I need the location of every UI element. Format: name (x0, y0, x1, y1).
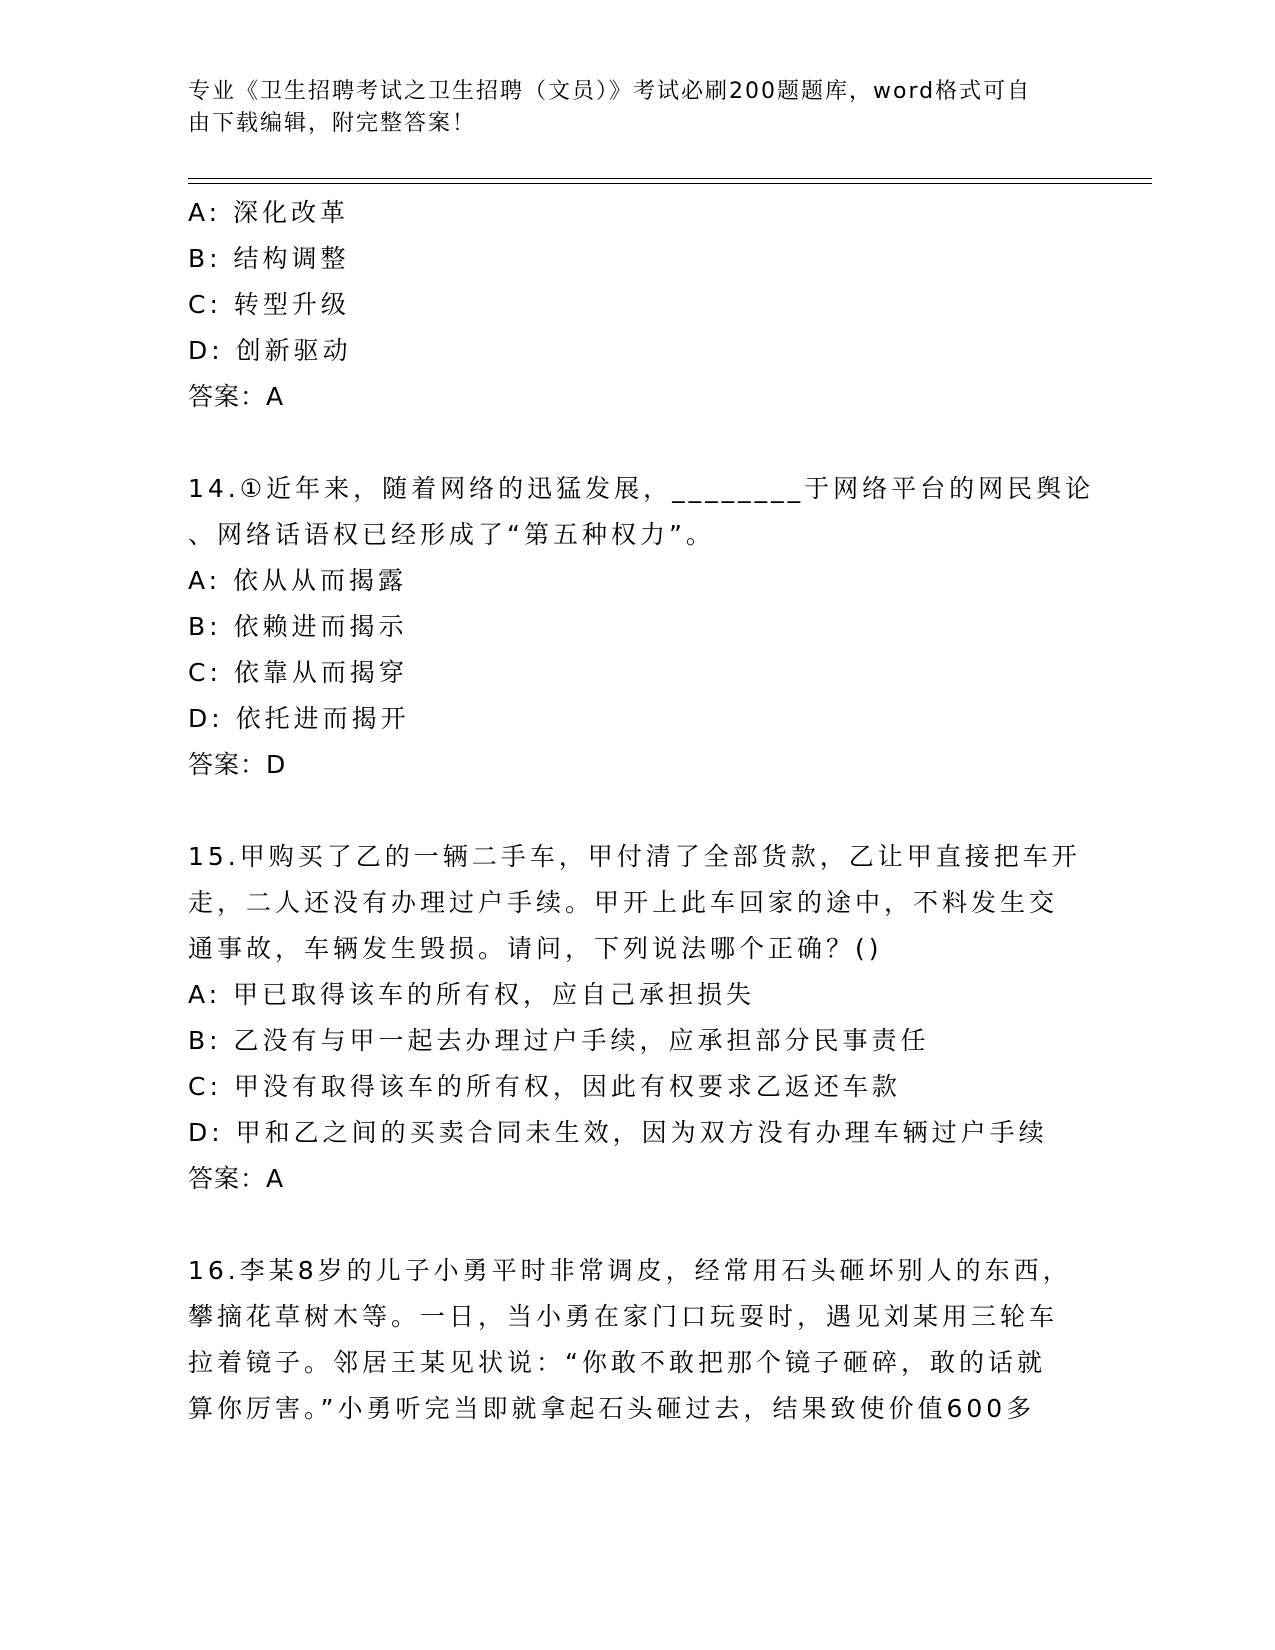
question-14-block (188, 466, 1095, 788)
option-c: C: 依靠从而揭穿 (188, 658, 408, 687)
spacer (188, 1202, 1088, 1248)
answer-line: 答案：A (188, 1164, 285, 1193)
option-b: B: 依赖进而揭示 (188, 612, 408, 641)
option-a: A: 深化改革 (188, 198, 350, 227)
option-c: C: 甲没有取得该车的所有权，因此有权要求乙返还车款 (188, 1072, 901, 1101)
question-stem-line: 通事故，车辆发生毁损。请问，下列说法哪个正确？() (188, 934, 883, 963)
question-content (188, 190, 1095, 1432)
question-stem-line: 攀摘花草树木等。一日，当小勇在家门口玩耍时，遇见刘某用三轮车 (188, 1302, 1059, 1331)
question-15-block (188, 834, 1088, 1202)
option-c: C: 转型升级 (188, 290, 350, 319)
option-d: D: 创新驱动 (188, 336, 352, 365)
question-stem-line: 走，二人还没有办理过户手续。甲开上此车回家的途中，不料发生交 (188, 888, 1059, 917)
question-stem-line: 、网络话语权已经形成了“第五种权力”。 (188, 520, 715, 549)
spacer (188, 788, 1088, 834)
question-stem-line: 15.甲购买了乙的一辆二手车，甲付清了全部货款，乙让甲直接把车开 (188, 842, 1081, 871)
header-rule-top (188, 178, 1152, 179)
document-header (188, 76, 1088, 140)
option-b: B: 结构调整 (188, 244, 350, 273)
question-13-block (188, 190, 1088, 420)
question-stem-line: 16.李某8岁的儿子小勇平时非常调皮，经常用石头砸坏别人的东西， (188, 1256, 1072, 1285)
question-16-block (188, 1248, 1088, 1432)
answer-line: 答案：D (188, 750, 287, 779)
option-d: D: 依托进而揭开 (188, 704, 410, 733)
option-b: B: 乙没有与甲一起去办理过户手续，应承担部分民事责任 (188, 1026, 930, 1055)
header-line-1: 专业《卫生招聘考试之卫生招聘（文员）》考试必刷200题题库，word格式可自 (188, 79, 1032, 104)
option-a: A: 依从从而揭露 (188, 566, 408, 595)
question-stem-line: 拉着镜子。邻居王某见状说：“你敢不敢把那个镜子砸碎，敢的话就 (188, 1348, 1046, 1377)
option-d: D: 甲和乙之间的买卖合同未生效，因为双方没有办理车辆过户手续 (188, 1118, 1048, 1147)
header-rule-bottom (188, 183, 1152, 184)
answer-line: 答案：A (188, 382, 285, 411)
header-line-2: 由下载编辑，附完整答案！ (188, 111, 477, 136)
question-stem-line: 算你厉害。”小勇听完当即就拿起石头砸过去，结果致使价值600多 (188, 1394, 1036, 1423)
question-stem-line: 14.①近年来，随着网络的迅猛发展，________于网络平台的网民舆论 (188, 474, 1095, 503)
spacer (188, 420, 1088, 466)
option-a: A: 甲已取得该车的所有权，应自己承担损失 (188, 980, 756, 1009)
